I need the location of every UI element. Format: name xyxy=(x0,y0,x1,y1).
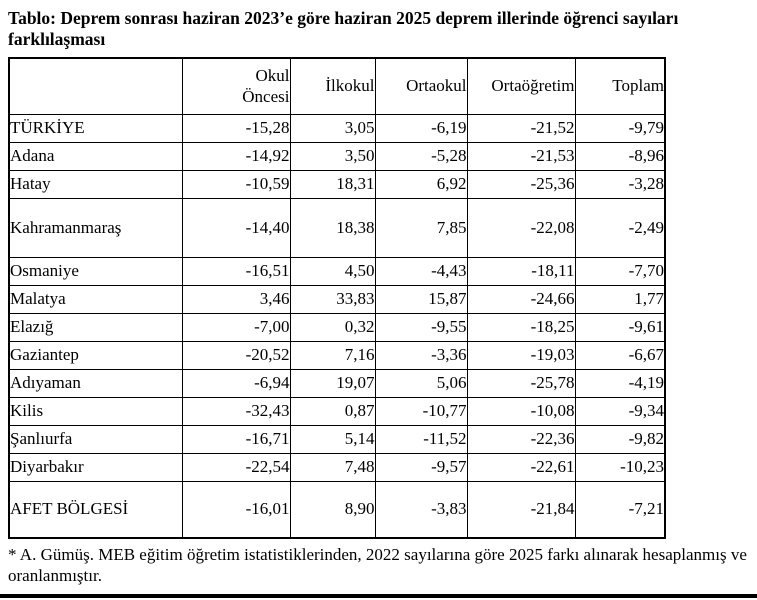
cell: -21,52 xyxy=(467,114,575,142)
cell: -16,71 xyxy=(182,425,290,453)
row-label: Hatay xyxy=(9,170,182,198)
cell: -19,03 xyxy=(467,341,575,369)
cell: -9,82 xyxy=(575,425,665,453)
cell: -21,53 xyxy=(467,142,575,170)
column-header-empty xyxy=(9,58,182,114)
column-header-ortaokul: Ortaokul xyxy=(375,58,467,114)
cell: -16,01 xyxy=(182,481,290,538)
cell: -25,78 xyxy=(467,369,575,397)
table-row-elazig xyxy=(9,313,665,341)
cell: -5,28 xyxy=(375,142,467,170)
table-row-osmaniye xyxy=(9,257,665,285)
cell: -4,19 xyxy=(575,369,665,397)
cell: -7,21 xyxy=(575,481,665,538)
cell: 3,05 xyxy=(290,114,375,142)
cell: -3,83 xyxy=(375,481,467,538)
cell: 7,48 xyxy=(290,453,375,481)
cell: -10,59 xyxy=(182,170,290,198)
row-label: Malatya xyxy=(9,285,182,313)
cell: -22,54 xyxy=(182,453,290,481)
cell: 1,77 xyxy=(575,285,665,313)
cell: -22,08 xyxy=(467,198,575,257)
cell: -3,28 xyxy=(575,170,665,198)
cell: -6,94 xyxy=(182,369,290,397)
footnote: * A. Gümüş. MEB eğitim öğretim istatistiklerinden, 2022 sayılarına göre 2025 farkı alınarak hesaplanmış ve oranlanmıştır. xyxy=(8,545,747,585)
cell: -22,61 xyxy=(467,453,575,481)
cell: -10,23 xyxy=(575,453,665,481)
row-label: TÜRKİYE xyxy=(9,114,182,142)
table-row-turkiye xyxy=(9,114,665,142)
row-label: Kahramanmaraş xyxy=(9,198,182,257)
cell: -16,51 xyxy=(182,257,290,285)
cell: -6,19 xyxy=(375,114,467,142)
table-row-gaziantep xyxy=(9,341,665,369)
cell: 33,83 xyxy=(290,285,375,313)
cell: 15,87 xyxy=(375,285,467,313)
cell: 4,50 xyxy=(290,257,375,285)
cell: -3,36 xyxy=(375,341,467,369)
cell: -14,40 xyxy=(182,198,290,257)
page-title: Tablo: Deprem sonrası haziran 2023’e göre haziran 2025 deprem illerinde öğrenci sayıları farklılaşması xyxy=(8,8,679,49)
cell: 6,92 xyxy=(375,170,467,198)
cell: -2,49 xyxy=(575,198,665,257)
cell: 19,07 xyxy=(290,369,375,397)
header-row xyxy=(9,58,665,114)
cell: -22,36 xyxy=(467,425,575,453)
column-header-ilkokul: İlkokul xyxy=(290,58,375,114)
row-label: Osmaniye xyxy=(9,257,182,285)
table-row-diyarbakir xyxy=(9,453,665,481)
cell: -9,61 xyxy=(575,313,665,341)
column-header-ortaogretim: Ortaöğretim xyxy=(467,58,575,114)
cell: 7,16 xyxy=(290,341,375,369)
cell: 7,85 xyxy=(375,198,467,257)
row-label: Gaziantep xyxy=(9,341,182,369)
table-row-adana xyxy=(9,142,665,170)
cell: -20,52 xyxy=(182,341,290,369)
row-label: Adana xyxy=(9,142,182,170)
cell: -32,43 xyxy=(182,397,290,425)
table-row-afet-bolgesi xyxy=(9,481,665,538)
cell: -14,92 xyxy=(182,142,290,170)
cell: 18,38 xyxy=(290,198,375,257)
cell: 5,14 xyxy=(290,425,375,453)
cell: -10,08 xyxy=(467,397,575,425)
cell: 0,87 xyxy=(290,397,375,425)
table-row-malatya xyxy=(9,285,665,313)
table-row-sanliurfa xyxy=(9,425,665,453)
cell: 5,06 xyxy=(375,369,467,397)
cell: -8,96 xyxy=(575,142,665,170)
table-row-hatay xyxy=(9,170,665,198)
cell: -21,84 xyxy=(467,481,575,538)
table-row-kilis xyxy=(9,397,665,425)
cell: -9,34 xyxy=(575,397,665,425)
cell: -7,00 xyxy=(182,313,290,341)
cell: -18,25 xyxy=(467,313,575,341)
column-header-okul-oncesi: Okul Öncesi xyxy=(182,58,290,114)
cell: 18,31 xyxy=(290,170,375,198)
cell: -25,36 xyxy=(467,170,575,198)
cell: -18,11 xyxy=(467,257,575,285)
column-header-toplam: Toplam xyxy=(575,58,665,114)
row-label: Elazığ xyxy=(9,313,182,341)
bottom-rule xyxy=(0,594,757,598)
row-label: Adıyaman xyxy=(9,369,182,397)
row-label: Kilis xyxy=(9,397,182,425)
cell: -7,70 xyxy=(575,257,665,285)
cell: -15,28 xyxy=(182,114,290,142)
row-label: Diyarbakır xyxy=(9,453,182,481)
cell: -9,55 xyxy=(375,313,467,341)
cell: -4,43 xyxy=(375,257,467,285)
cell: 3,50 xyxy=(290,142,375,170)
cell: -10,77 xyxy=(375,397,467,425)
cell: 8,90 xyxy=(290,481,375,538)
student-change-table xyxy=(8,57,666,539)
cell: -9,57 xyxy=(375,453,467,481)
table-row-kahramanmaras xyxy=(9,198,665,257)
cell: 3,46 xyxy=(182,285,290,313)
cell: 0,32 xyxy=(290,313,375,341)
cell: -9,79 xyxy=(575,114,665,142)
cell: -11,52 xyxy=(375,425,467,453)
cell: -24,66 xyxy=(467,285,575,313)
cell: -6,67 xyxy=(575,341,665,369)
row-label: AFET BÖLGESİ xyxy=(9,481,182,538)
row-label: Şanlıurfa xyxy=(9,425,182,453)
table-row-adiyaman xyxy=(9,369,665,397)
